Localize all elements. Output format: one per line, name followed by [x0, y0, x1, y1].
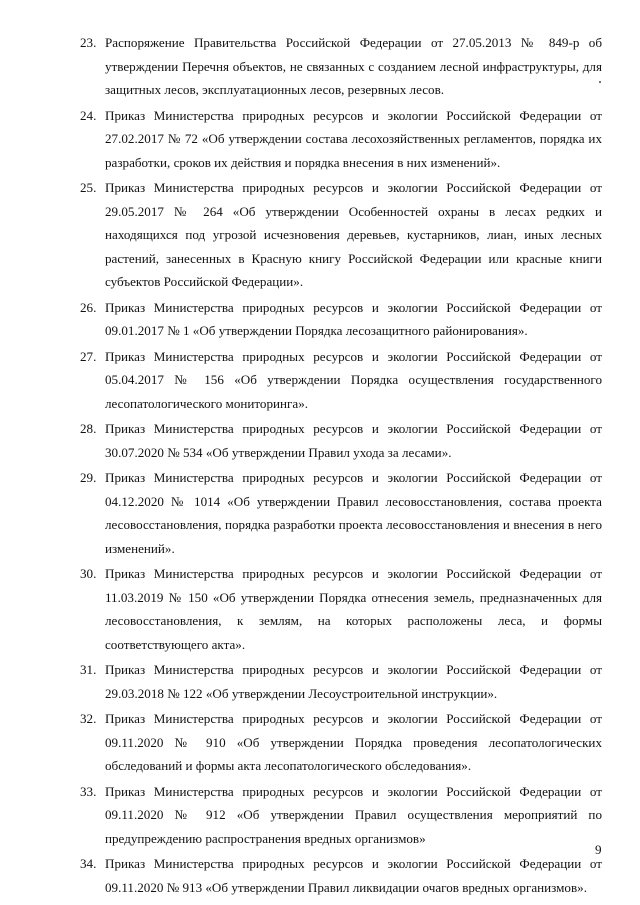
item-text: Приказ Министерства природных ресурсов и экологии Российской Федерации от 30.07.2020 № 534 «Об утверждении Правил ухода за лесами». [105, 421, 602, 460]
item-text: Распоряжение Правительства Российской Федерации от 27.05.2013 № 849-р об утверждении Перечня объектов, не связанных с созданием лесной инфраструктуры, для защитных лесов, эксплуатационных лесов, резервных лесов. [105, 35, 602, 97]
item-number: 32. [80, 711, 97, 726]
list-item [80, 176, 602, 294]
item-text: Приказ Министерства природных ресурсов и экологии Российской Федерации от 04.12.2020 № 1014 «Об утверждении Правил лесовосстановления, состава проекта лесовосстановления, порядка разработки проекта лесовосстановления и внесения в него изменений». [105, 470, 602, 556]
item-number: 23. [80, 35, 97, 50]
item-number: 26. [80, 299, 97, 315]
item-number: 24. [80, 107, 97, 123]
list-item [80, 417, 602, 464]
item-text: Приказ Министерства природных ресурсов и экологии Российской Федерации от 29.05.2017 № 264 «Об утверждении Особенностей охраны в лесах редких и находящихся под угрозой исчезновения деревьев, кустарников, лиан, иных лесных растений, занесенных в Красную книгу Российской Федерации или красные книги субъектов Российской Федерации». [105, 180, 602, 289]
item-text: Приказ Министерства природных ресурсов и экологии Российской Федерации от 29.03.2018 № 122 «Об утверждении Лесоустроительной инструкции». [105, 662, 602, 701]
item-text: Приказ Министерства природных ресурсов и экологии Российской Федерации от 09.01.2017 № 1 «Об утверждении Порядка лесозащитного районирования». [105, 299, 602, 338]
list-item [80, 707, 602, 778]
list-item [80, 345, 602, 416]
item-number: 33. [80, 783, 97, 799]
item-number: 25. [80, 180, 97, 195]
list-item [80, 104, 602, 175]
page-number: 9 [595, 842, 602, 857]
list-item [80, 658, 602, 705]
item-number: 28. [80, 421, 97, 436]
item-text: Приказ Министерства природных ресурсов и экологии Российской Федерации от 09.11.2020 № 910 «Об утверждении Порядка проведения лесопатологических обследований и формы акта лесопатологического обследования». [105, 711, 602, 773]
item-text: Приказ Министерства природных ресурсов и экологии Российской Федерации от 09.11.2020 № 913 «Об утверждении Правил ликвидации очагов вредных организмов». [105, 856, 602, 895]
item-text: Приказ Министерства природных ресурсов и экологии Российской Федерации от 11.03.2019 № 150 «Об утверждении Порядка отнесения земель, предназначенных для лесовосстановления, к землям, на которых расположены леса, и формы соответствующего акта». [105, 566, 602, 652]
list-item [80, 852, 602, 899]
item-text: Приказ Министерства природных ресурсов и экологии Российской Федерации от 27.02.2017 № 72 «Об утверждении состава лесохозяйственных регламентов, порядка их разработки, сроков их действия и порядка внесения в них изменений». [105, 107, 602, 170]
item-number: 31. [80, 662, 97, 677]
item-text: Приказ Министерства природных ресурсов и экологии Российской Федерации от 05.04.2017 № 156 «Об утверждении Порядка осуществления государственного лесопатологического мониторинга». [105, 348, 602, 411]
list-item [80, 466, 602, 560]
list-item [80, 31, 602, 102]
item-number: 34. [80, 856, 97, 871]
item-text: Приказ Министерства природных ресурсов и экологии Российской Федерации от 09.11.2020 № 912 «Об утверждении Правил осуществления мероприятий по предупреждению распространения вредных организмов» [105, 783, 602, 846]
item-number: 29. [80, 470, 97, 485]
regulation-list [80, 31, 602, 901]
item-number: 30. [80, 566, 97, 581]
scan-speck [599, 81, 601, 83]
item-number: 27. [80, 348, 97, 364]
list-item [80, 296, 602, 343]
list-item [80, 780, 602, 851]
list-item [80, 562, 602, 656]
